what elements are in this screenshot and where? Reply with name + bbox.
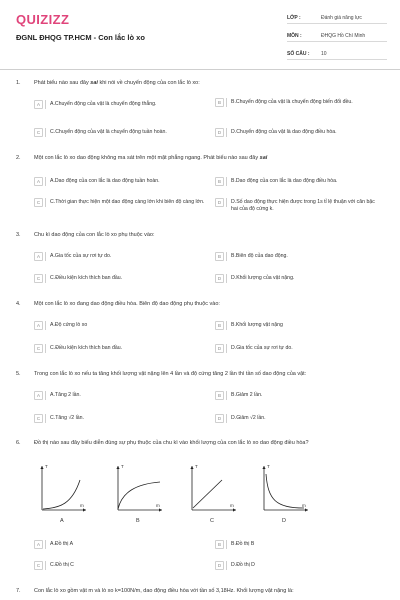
option-letter-box: D [215, 561, 224, 570]
option-text: C.Tăng √2 lần. [50, 415, 84, 421]
question-number: 3. [16, 232, 21, 238]
question-text: Chu kì dao động của con lắc lò xo phụ thuộc vào: [34, 232, 155, 238]
option-text: D.Giảm √2 lần. [231, 415, 266, 421]
option-4c[interactable] [34, 344, 204, 353]
graph-label: B [136, 518, 140, 524]
option-3d[interactable] [215, 274, 375, 283]
meta-row-subject [287, 30, 387, 42]
option-separator [226, 391, 227, 400]
option-letter-box: A [34, 177, 43, 186]
option-separator [45, 540, 46, 549]
option-letter-box: D [215, 344, 224, 353]
option-separator [226, 321, 227, 330]
option-5d[interactable] [215, 414, 375, 423]
graph-label: C [210, 518, 214, 524]
option-letter-box: A [34, 100, 43, 109]
option-separator [45, 198, 46, 207]
graph-label: A [60, 518, 64, 524]
graph-axis-y: T [267, 464, 270, 469]
option-separator [226, 561, 227, 570]
option-5b[interactable] [215, 391, 375, 400]
option-separator [226, 344, 227, 353]
question-text: Phát biểu nào sau đây sai khi nói về chuyển động của con lắc lò xo: [34, 80, 200, 86]
option-text: C.Chuyển động của vật là chuyển động tuần hoàn. [50, 129, 167, 135]
option-text: C.Điều kiện kích thích ban đầu. [50, 275, 123, 281]
graph-axis-x: m [302, 503, 306, 508]
option-letter-box: D [215, 128, 224, 137]
option-1a[interactable] [34, 100, 204, 109]
option-text: B.Dao động của con lắc là dao động điều hòa. [231, 178, 338, 184]
meta-key: MÔN : [287, 32, 302, 39]
option-text: B.Giảm 2 lần. [231, 392, 263, 398]
option-letter-box: C [34, 561, 43, 570]
option-letter-box: B [215, 391, 224, 400]
graph-axis-y: T [45, 464, 48, 469]
option-6a[interactable] [34, 540, 204, 549]
graph-c [186, 462, 238, 524]
option-separator [45, 561, 46, 570]
option-separator [226, 128, 227, 137]
meta-row-count [287, 48, 387, 60]
question-text: Con lắc lò xo gồm vật m và lò xo k=100N/m, dao động điều hòa với tần số 3,18Hz. Khối lượng vật nặng là: [34, 588, 294, 594]
graph-d [258, 462, 310, 524]
question-number: 6. [16, 440, 21, 446]
option-text: A.Chuyển động của vật là chuyển động thẳng. [50, 101, 157, 107]
option-separator [226, 198, 227, 207]
option-letter-box: D [215, 414, 224, 423]
option-separator [226, 540, 227, 549]
document-header [0, 0, 400, 72]
option-1c[interactable] [34, 128, 209, 137]
option-letter-box: A [34, 252, 43, 261]
option-text: B.Khối lượng vật nặng [231, 322, 283, 328]
question-number: 2. [16, 155, 21, 161]
option-letter-box: A [34, 391, 43, 400]
meta-table [287, 12, 387, 66]
option-text: A.Độ cứng lò xo [50, 322, 88, 328]
option-2d[interactable] [215, 198, 380, 212]
option-4b[interactable] [215, 321, 375, 330]
option-separator [226, 98, 227, 107]
option-separator [226, 414, 227, 423]
option-text: B.Đồ thị B [231, 541, 255, 547]
option-text: D.Gia tốc của sự rơi tự do. [231, 345, 293, 351]
option-letter-box: C [34, 274, 43, 283]
question-number: 7. [16, 588, 21, 594]
option-separator [45, 177, 46, 186]
question-number: 1. [16, 80, 21, 86]
option-2b[interactable] [215, 177, 375, 186]
option-letter-box: A [34, 321, 43, 330]
option-2a[interactable] [34, 177, 204, 186]
option-3a[interactable] [34, 252, 204, 261]
option-letter-box: C [34, 198, 43, 207]
option-separator [45, 321, 46, 330]
option-text: A.Dao động của con lắc là dao động tuần hoàn. [50, 178, 160, 184]
graph-b [112, 462, 164, 524]
meta-value: ĐHQG Hồ Chí Minh [321, 32, 366, 39]
option-letter-box: D [215, 198, 224, 207]
option-text: C.Điều kiện kích thích ban đầu. [50, 345, 123, 351]
question-text: Một con lắc lò xo đang dao động điều hòa. Biên độ dao động phụ thuộc vào: [34, 301, 220, 307]
question-text: Một con lắc lò xo dao động không ma sát trên một mặt phẳng ngang. Phát biểu nào sau đây sai [34, 155, 268, 161]
header-divider [0, 69, 400, 70]
option-text: C.Thời gian thực hiện một dao động càng lớn khi biên độ càng lớn. [50, 199, 205, 205]
option-letter-box: B [215, 321, 224, 330]
option-letter-box: A [34, 540, 43, 549]
graph-axis-y: T [121, 464, 124, 469]
option-4d[interactable] [215, 344, 375, 353]
option-separator [226, 177, 227, 186]
graph-axis-y: T [195, 464, 198, 469]
option-5a[interactable] [34, 391, 204, 400]
document-title: ĐGNL ĐHQG TP.HCM - Con lắc lò xo [16, 33, 145, 42]
quizizz-logo: QUIZIZZ [16, 12, 70, 27]
option-letter-box: B [215, 540, 224, 549]
option-5c[interactable] [34, 414, 204, 423]
question-number: 5. [16, 371, 21, 377]
question-text: Trong con lắc lò xo nếu ta tăng khối lượng vật nặng lên 4 lần và độ cứng tăng 2 lần thì tần số dao động của vật: [34, 371, 307, 377]
option-1b[interactable] [215, 98, 375, 107]
option-separator [45, 252, 46, 261]
option-letter-box: B [215, 98, 224, 107]
option-text: B.Biên độ của dao động. [231, 253, 288, 259]
meta-row-class [287, 12, 387, 24]
graph-axis-x: m [230, 503, 234, 508]
option-text: B.Chuyển động của vật là chuyển động biến đổi đều. [231, 99, 353, 105]
option-letter-box: C [34, 344, 43, 353]
option-6b[interactable] [215, 540, 375, 549]
option-text: A.Gia tốc của sự rơi tự do. [50, 253, 112, 259]
option-letter-box: C [34, 128, 43, 137]
option-separator [226, 252, 227, 261]
option-text: C.Đồ thị C [50, 562, 74, 568]
option-4a[interactable] [34, 321, 204, 330]
option-text: D.Khối lượng của vật nặng. [231, 275, 295, 281]
option-separator [45, 414, 46, 423]
option-text: D.Chuyển động của vật là dao động điều hòa. [231, 129, 337, 135]
option-separator [45, 344, 46, 353]
option-text: A.Đồ thị A [50, 541, 74, 547]
option-6c[interactable] [34, 561, 204, 570]
meta-value: 10 [321, 50, 327, 57]
option-separator [45, 391, 46, 400]
option-2c[interactable] [34, 198, 206, 207]
option-separator [45, 274, 46, 283]
question-number: 4. [16, 301, 21, 307]
graph-a [36, 462, 88, 524]
option-letter-box: B [215, 177, 224, 186]
option-3c[interactable] [34, 274, 204, 283]
option-letter-box: C [34, 414, 43, 423]
option-separator [45, 128, 46, 137]
meta-key: LỚP : [287, 14, 301, 21]
option-1d[interactable] [215, 128, 375, 137]
meta-key: SỐ CÂU : [287, 50, 310, 57]
option-3b[interactable] [215, 252, 375, 261]
option-letter-box: D [215, 274, 224, 283]
graph-axis-x: m [156, 503, 160, 508]
option-text: D.Số dao động thực hiện được trong 1s tỉ lệ thuận với căn bậc hai của độ cứng k. [231, 199, 375, 212]
question-text: Đồ thị nào sau đây biểu diễn đúng sự phụ thuộc của chu kì vào khối lượng của con lắc lò xo dao động điều hòa? [34, 440, 309, 446]
option-text: D.Đồ thị D [231, 562, 255, 568]
option-letter-box: B [215, 252, 224, 261]
option-6d[interactable] [215, 561, 375, 570]
graph-axis-x: m [80, 503, 84, 508]
option-text: A.Tăng 2 lần. [50, 392, 81, 398]
graph-label: D [282, 518, 286, 524]
option-separator [45, 100, 46, 109]
meta-value: Đánh giá năng lực [321, 14, 362, 21]
option-separator [226, 274, 227, 283]
